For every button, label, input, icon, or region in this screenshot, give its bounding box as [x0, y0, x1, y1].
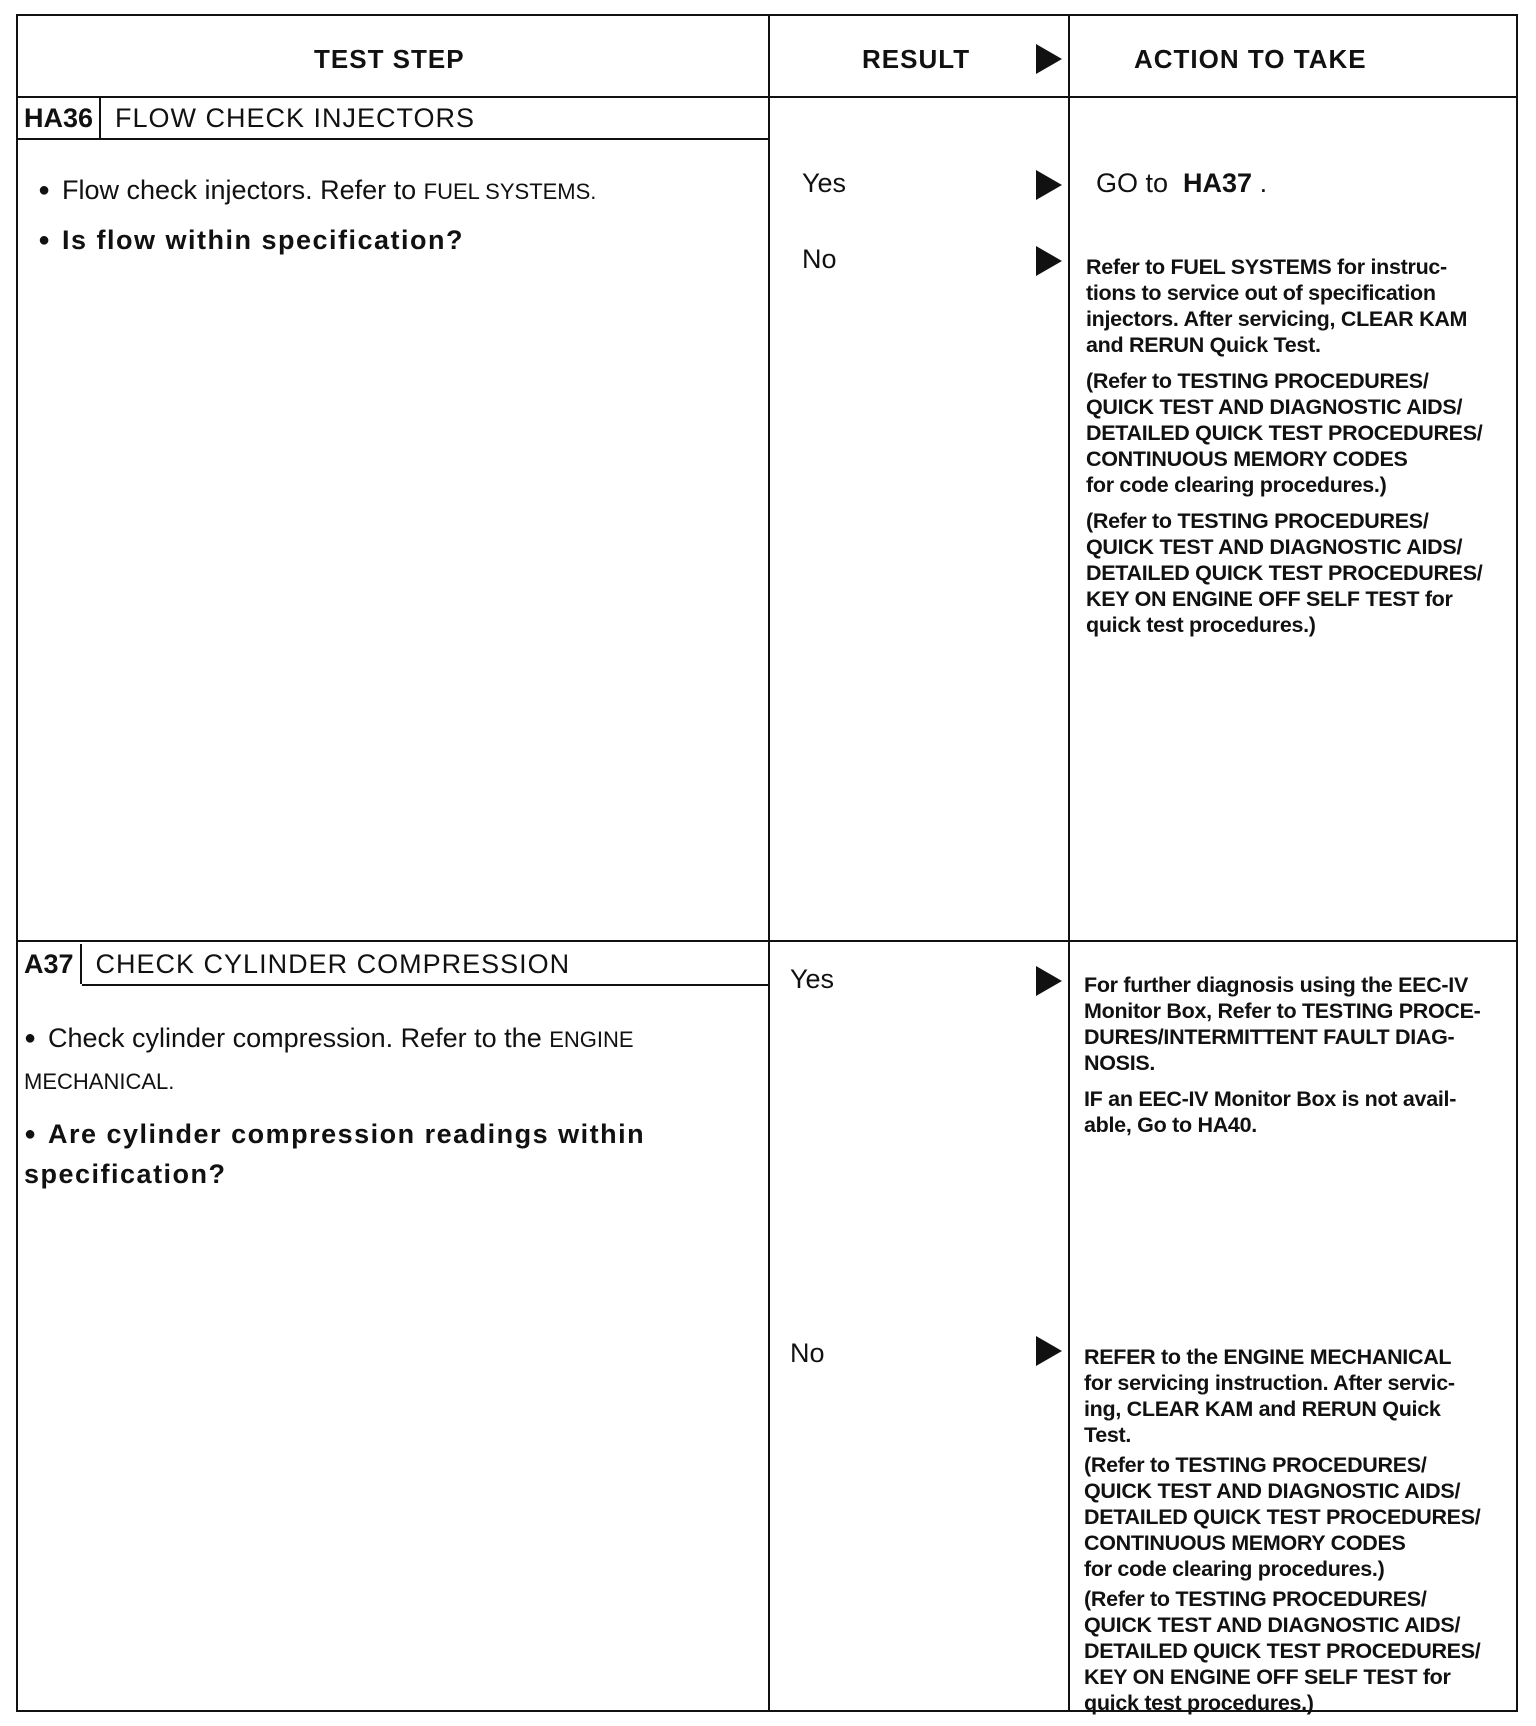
header-action: ACTION TO TAKE	[1134, 44, 1367, 74]
action-paragraph: (Refer to TESTING PROCEDURES/ QUICK TEST AND DIAGNOSTIC AIDS/ DETAILED QUICK TEST PROCEDURES/ CONTINUOUS MEMORY CODES for code clearing procedures.)	[1086, 369, 1483, 497]
action-paragraph: (Refer to TESTING PROCEDURES/ QUICK TEST AND DIAGNOSTIC AIDS/ DETAILED QUICK TEST PROCEDURES/ CONTINUOUS MEMORY CODES for code clearing procedures.)	[1084, 1453, 1481, 1581]
diagnostic-table	[16, 14, 1518, 1715]
arrow-right-icon	[1036, 966, 1062, 996]
step-code: HA36	[18, 98, 101, 138]
step-title: CHECK CYLINDER COMPRESSION	[95, 948, 571, 979]
step-title: FLOW CHECK INJECTORS	[115, 102, 476, 133]
action-paragraph: (Refer to TESTING PROCEDURES/ QUICK TEST AND DIAGNOSTIC AIDS/ DETAILED QUICK TEST PROCEDURES/ KEY ON ENGINE OFF SELF TEST for quick test procedures.)	[1086, 509, 1483, 637]
action-paragraph: (Refer to TESTING PROCEDURES/ QUICK TEST AND DIAGNOSTIC AIDS/ DETAILED QUICK TEST PROCEDURES/ KEY ON ENGINE OFF SELF TEST for quick test procedures.)	[1084, 1587, 1481, 1715]
action-yes-text	[1084, 972, 1508, 1148]
step-underline	[82, 984, 768, 986]
step-code: A37	[18, 944, 82, 984]
action-paragraph: IF an EEC-IV Monitor Box is not avail- able, Go to HA40.	[1084, 1087, 1457, 1137]
action-no-text	[1086, 254, 1506, 648]
arrow-right-icon	[1036, 44, 1062, 74]
arrow-right-icon	[1036, 170, 1062, 200]
step-underline	[18, 138, 768, 140]
step-instruction: ● Check cylinder compression. Refer to the ENGINE MECHANICAL.	[24, 1023, 634, 1094]
action-paragraph: Refer to FUEL SYSTEMS for instruc- tions to service out of specification injectors. After servicing, CLEAR KAM and RERUN Quick Test.	[1086, 255, 1468, 357]
result-no-label: No	[790, 1338, 825, 1368]
result-yes-label: Yes	[790, 964, 835, 994]
arrow-right-icon	[1036, 1336, 1062, 1366]
result-no-label: No	[802, 244, 837, 274]
step-header-a37	[18, 944, 570, 984]
goto-action: GO to HA37 .	[1096, 168, 1268, 198]
header-result: RESULT	[862, 44, 971, 74]
column-divider-result	[768, 16, 770, 1710]
step-question: ● Is flow within specification?	[38, 225, 465, 255]
result-yes-label: Yes	[802, 168, 847, 198]
row-divider	[18, 940, 1516, 942]
action-paragraph: REFER to the ENGINE MECHANICAL for servicing instruction. After servic- ing, CLEAR KAM and RERUN Quick Test.	[1084, 1345, 1455, 1447]
step-instruction: ● Flow check injectors. Refer to FUEL SYSTEMS.	[38, 175, 597, 205]
step-header-ha36	[18, 98, 475, 138]
step-question: ● Are cylinder compression readings within specification?	[24, 1119, 646, 1189]
header-test-step: TEST STEP	[314, 44, 465, 74]
action-paragraph: For further diagnosis using the EEC-IV Monitor Box, Refer to TESTING PROCE- DURES/INTERMITTENT FAULT DIAG- NOSIS.	[1084, 973, 1481, 1075]
column-divider-action	[1068, 16, 1070, 1710]
arrow-right-icon	[1036, 246, 1062, 276]
action-no-text	[1084, 1344, 1508, 1726]
